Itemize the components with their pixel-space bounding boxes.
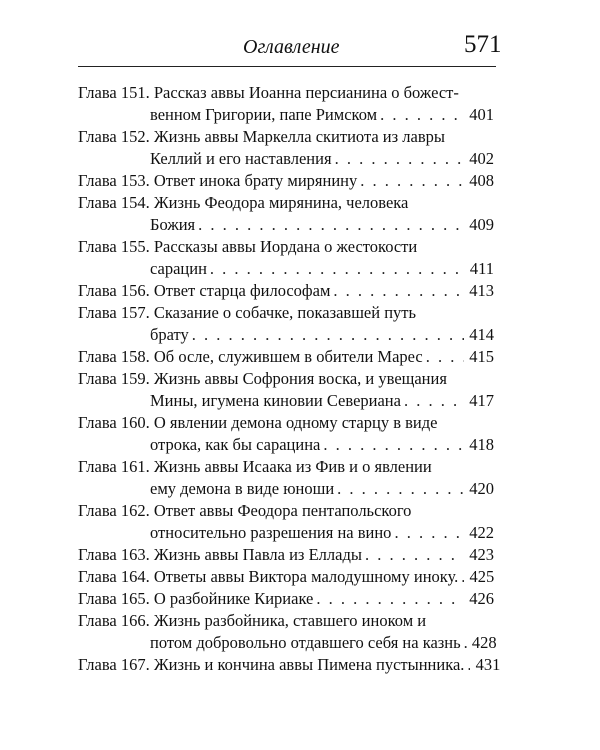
toc-entry-line	[78, 478, 494, 500]
toc-entry-page: 413	[469, 281, 494, 300]
toc-entry-page: 422	[469, 523, 494, 542]
toc-entry-page: 414	[469, 325, 494, 344]
toc-entry	[78, 566, 494, 588]
toc-entry-title: потом добровольно отдавшего себя на казнь	[150, 633, 461, 652]
toc-entry-line	[78, 192, 494, 214]
dot-leader	[362, 544, 464, 566]
toc-entry	[78, 236, 494, 280]
toc-entry-line	[78, 390, 494, 412]
toc-entry-line	[78, 588, 494, 610]
toc-entry-title: Глава 160. О явлении демона одному старцу в виде	[78, 413, 438, 432]
toc-entry	[78, 588, 494, 610]
toc-entry-title: Глава 163. Жизнь аввы Павла из Еллады	[78, 545, 362, 564]
toc-entry-line	[78, 632, 497, 654]
toc-entry-title: Глава 161. Жизнь аввы Исаака из Фив и о явлении	[78, 457, 432, 476]
toc-entry-title: венном Григории, папе Римском	[150, 105, 378, 124]
toc-entry-title: Глава 155. Рассказы аввы Иордана о жестокости	[78, 237, 418, 256]
toc-entry-page: 411	[469, 259, 494, 278]
toc-entry	[78, 544, 494, 566]
toc-entry-title: Мины, игумена киновии Севериана	[150, 391, 401, 410]
toc-entry	[78, 346, 494, 368]
toc-entry	[78, 412, 494, 456]
toc-entry-title: Глава 156. Ответ старца философам	[78, 281, 331, 300]
toc-entry-title: отрока, как бы сарацина	[150, 435, 321, 454]
toc-entry-title: Глава 166. Жизнь разбойника, ставшего иноком и	[78, 611, 427, 630]
toc-entry-line	[78, 324, 494, 346]
toc-entry-title: Глава 151. Рассказ аввы Иоанна персианина о божест-	[78, 83, 459, 102]
toc-entry-title: сарацин	[150, 259, 207, 278]
toc-entry-page: 401	[469, 105, 494, 124]
toc-entry-page: 409	[469, 215, 494, 234]
toc-entry	[78, 302, 494, 346]
toc-entry-line	[78, 280, 494, 302]
dot-leader	[377, 104, 464, 126]
toc-entry-title: Глава 164. Ответы аввы Виктора малодушному иноку.	[78, 567, 459, 586]
toc-entry-line	[78, 82, 494, 104]
toc-entry-line	[78, 500, 494, 522]
toc-entry-line	[78, 654, 501, 676]
toc-entry	[78, 192, 494, 236]
dot-leader	[189, 324, 464, 346]
toc-entry	[78, 82, 494, 126]
toc-entry-line	[78, 368, 494, 390]
toc-entry	[78, 368, 494, 412]
toc-entry-page: 402	[469, 149, 494, 168]
toc-entry-line	[78, 214, 494, 236]
toc-entry-title: Келлий и его наставления	[150, 149, 332, 168]
toc-entry-title: Глава 154. Жизнь Феодора мирянина, человека	[78, 193, 409, 212]
dot-leader	[313, 588, 464, 610]
toc-entry-title: Глава 165. О разбойнике Кириаке	[78, 589, 314, 608]
toc-entry-line	[78, 566, 494, 588]
table-of-contents	[78, 82, 501, 676]
toc-entry-line	[78, 610, 494, 632]
toc-entry	[78, 500, 494, 544]
dot-leader	[332, 148, 464, 170]
toc-entry-title: ему демона в виде юноши	[150, 479, 335, 498]
toc-entry	[78, 126, 494, 170]
toc-entry-line	[78, 434, 494, 456]
toc-entry-page: 420	[469, 479, 494, 498]
toc-entry-title: Божия	[150, 215, 196, 234]
toc-entry	[78, 610, 497, 654]
dot-leader	[391, 522, 464, 544]
running-title: Оглавление	[243, 36, 340, 58]
toc-entry-title: Глава 157. Сказание о собачке, показавшей путь	[78, 303, 417, 322]
toc-entry-line	[78, 412, 494, 434]
dot-leader	[334, 478, 464, 500]
toc-entry-page: 418	[469, 435, 494, 454]
dot-leader	[195, 214, 464, 236]
dot-leader	[423, 346, 464, 368]
toc-entry-title: Глава 159. Жизнь аввы Софрония воска, и увещания	[78, 369, 447, 388]
toc-entry-line	[78, 104, 494, 126]
toc-entry-line	[78, 170, 494, 192]
toc-entry-line	[78, 126, 494, 148]
toc-entry-line	[78, 544, 494, 566]
toc-entry-page: 417	[469, 391, 494, 410]
toc-entry-title: Глава 158. Об осле, служившем в обители Марес	[78, 347, 423, 366]
toc-entry-page: 408	[469, 171, 494, 190]
toc-entry-title: Глава 153. Ответ инока брату мирянину	[78, 171, 358, 190]
toc-entry-title: Глава 167. Жизнь и кончина аввы Пимена пустынника.	[78, 655, 465, 674]
toc-entry	[78, 456, 494, 500]
toc-entry-line	[78, 258, 494, 280]
toc-entry-page: 425	[469, 567, 495, 586]
toc-entry-page: 426	[469, 589, 494, 608]
dot-leader	[207, 258, 464, 280]
dot-leader	[320, 434, 464, 456]
toc-entry	[78, 170, 494, 192]
toc-entry	[78, 280, 494, 302]
toc-entry-line	[78, 522, 494, 544]
toc-entry-line	[78, 236, 494, 258]
toc-entry-title: Глава 152. Жизнь аввы Маркелла скитиота из лавры	[78, 127, 445, 146]
toc-entry-page: 415	[469, 347, 494, 366]
toc-entry-line	[78, 148, 494, 170]
toc-entry-title: относительно разрешения на вино	[150, 523, 392, 542]
dot-leader	[357, 170, 464, 192]
toc-entry-page: 428	[471, 633, 497, 652]
toc-entry-line	[78, 456, 494, 478]
dot-leader	[401, 390, 464, 412]
toc-entry-line	[78, 302, 494, 324]
toc-entry-page: 431	[475, 655, 501, 674]
toc-entry-page: 423	[469, 545, 494, 564]
dot-leader	[330, 280, 464, 302]
toc-entry-title: Глава 162. Ответ аввы Феодора пентапольского	[78, 501, 412, 520]
page-number: 571	[464, 31, 502, 58]
header-rule	[78, 66, 496, 67]
toc-entry-line	[78, 346, 494, 368]
toc-entry-title: брату	[150, 325, 189, 344]
toc-entry	[78, 654, 501, 676]
